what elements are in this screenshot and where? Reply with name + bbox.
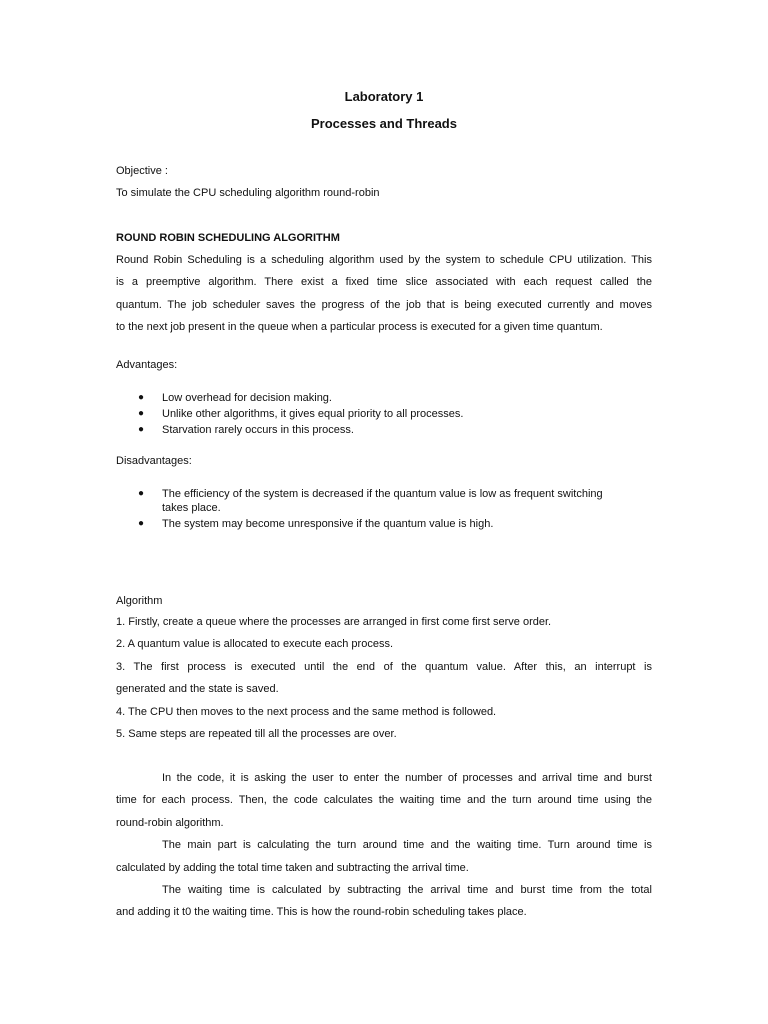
bullet-icon: ● bbox=[138, 518, 145, 529]
disadvantage-text: takes place. bbox=[162, 502, 221, 514]
objective-label: Objective : bbox=[116, 165, 168, 177]
explanation-line: calculated by adding the total time taken and subtracting the arrival time. bbox=[116, 862, 469, 874]
document-subtitle: Processes and Threads bbox=[311, 116, 457, 131]
explanation-line: round-robin algorithm. bbox=[116, 817, 224, 829]
bullet-icon: ● bbox=[138, 392, 145, 403]
algorithm-step: 2. A quantum value is allocated to execute each process. bbox=[116, 638, 394, 650]
intro-line: is a preemptive algorithm. There exist a fixed time slice associated with each request called the bbox=[116, 276, 652, 288]
document-title: Laboratory 1 bbox=[344, 89, 424, 104]
advantages-label: Advantages: bbox=[116, 359, 178, 371]
advantage-text: Unlike other algorithms, it gives equal priority to all processes. bbox=[162, 408, 464, 420]
explanation-line: The waiting time is calculated by subtracting the arrival time and burst time from the total bbox=[162, 884, 652, 896]
advantage-text: Low overhead for decision making. bbox=[162, 392, 332, 404]
algorithm-step: 3. The first process is executed until the end of the quantum value. After this, an interrupt is bbox=[116, 661, 652, 673]
section-heading: ROUND ROBIN SCHEDULING ALGORITHM bbox=[116, 232, 340, 244]
explanation-line: time for each process. Then, the code calculates the waiting time and the turn around time using the bbox=[116, 794, 652, 806]
disadvantages-label: Disadvantages: bbox=[116, 455, 192, 467]
objective-text: To simulate the CPU scheduling algorithm round-robin bbox=[116, 187, 380, 199]
bullet-icon: ● bbox=[138, 408, 145, 419]
explanation-line: In the code, it is asking the user to enter the number of processes and arrival time and burst bbox=[162, 772, 652, 784]
advantage-text: Starvation rarely occurs in this process. bbox=[162, 424, 354, 436]
intro-line: to the next job present in the queue when a particular process is executed for a given time quantum. bbox=[116, 321, 603, 333]
explanation-line: and adding it t0 the waiting time. This is how the round-robin scheduling takes place. bbox=[116, 906, 527, 918]
intro-line: quantum. The job scheduler saves the progress of the job that is being executed currently and moves bbox=[116, 299, 652, 311]
disadvantage-text: The efficiency of the system is decreased if the quantum value is low as frequent switching bbox=[162, 488, 603, 500]
algorithm-step: 4. The CPU then moves to the next process and the same method is followed. bbox=[116, 706, 497, 718]
algorithm-label: Algorithm bbox=[116, 595, 163, 607]
algorithm-step: generated and the state is saved. bbox=[116, 683, 279, 695]
disadvantage-text: The system may become unresponsive if the quantum value is high. bbox=[162, 518, 494, 530]
document-page bbox=[116, 0, 652, 1024]
intro-line: Round Robin Scheduling is a scheduling algorithm used by the system to schedule CPU utilization. This bbox=[116, 254, 652, 266]
algorithm-step: 1. Firstly, create a queue where the processes are arranged in first come first serve order. bbox=[116, 616, 552, 628]
explanation-line: The main part is calculating the turn around time and the waiting time. Turn around time is bbox=[162, 839, 652, 851]
bullet-icon: ● bbox=[138, 488, 145, 499]
algorithm-step: 5. Same steps are repeated till all the processes are over. bbox=[116, 728, 397, 740]
bullet-icon: ● bbox=[138, 424, 145, 435]
